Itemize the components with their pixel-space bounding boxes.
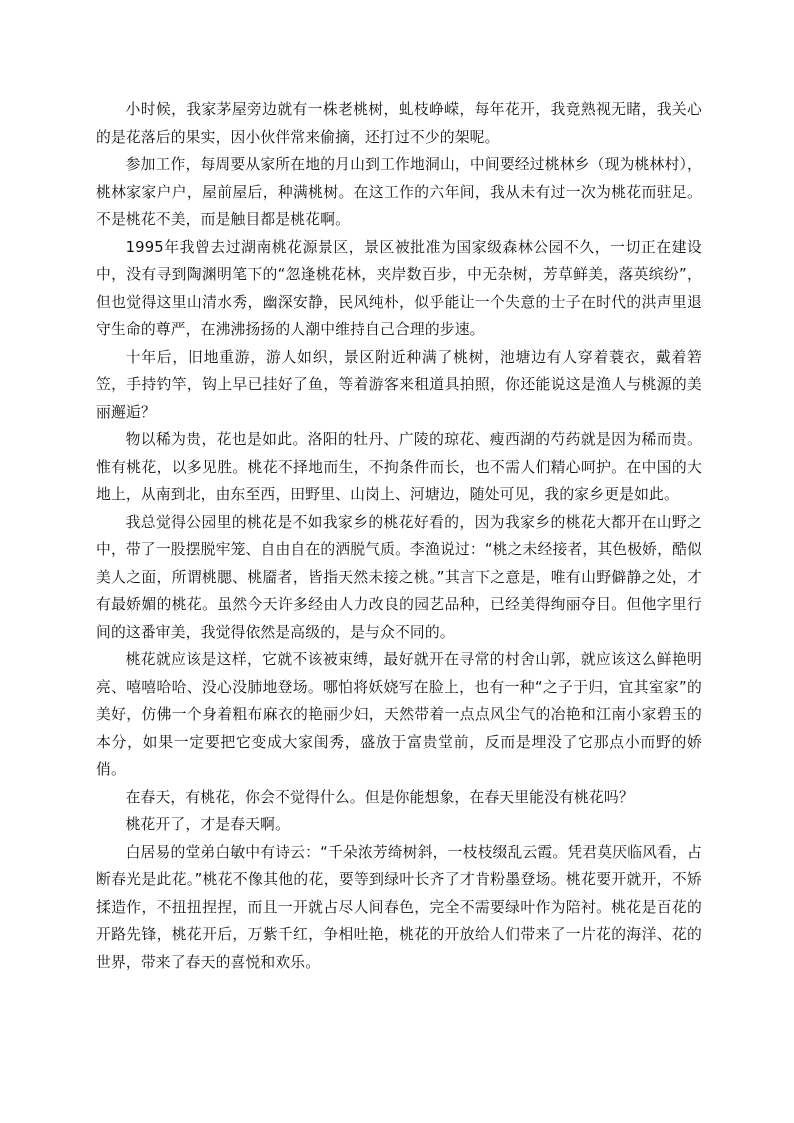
paragraph: 我总觉得公园里的桃花是不如我家乡的桃花好看的，因为我家乡的桃花大都开在山野之中，带了一股摆脱牢笼、自由自在的洒脱气质。李渔说过：“桃之未经接者，其色极娇，酷似美人之面，所谓桃腮、桃靥者，皆指天然未接之桃。”其言下之意是，唯有山野僻静之处，才有最娇媚的桃花。虽然今天许多经由人力改良的园艺品种，已经美得绚丽夺目。但他字里行间的这番审美，我觉得依然是高级的，是与众不同的。 — [96, 513, 702, 641]
paragraph: 参加工作，每周要从家所在地的月山到工作地洞山，中间要经过桃林乡（现为桃林村），桃林家家户户，屋前屋后，种满桃树。在这工作的六年间，我从未有过一次为桃花而驻足。不是桃花不美，而是触目都是桃花啊。 — [96, 156, 702, 228]
paragraph: 小时候，我家茅屋旁边就有一株老桃树，虬枝峥嵘，每年花开，我竟熟视无睹，我关心的是花落后的果实，因小伙伴常来偷摘，还打过不少的架呢。 — [96, 101, 702, 146]
paragraph: 桃花开了，才是春天啊。 — [125, 816, 291, 833]
article-body — [96, 96, 702, 976]
paragraph: 桃花就应该是这样，它就不该被束缚，最好就开在寻常的村舍山郭，就应该这么鲜艳明亮、嘻嘻哈哈、没心没肺地登场。哪怕将妖娆写在脸上，也有一种“之子于归，宜其室家”的美好，仿佛一个身着粗布麻衣的艳丽少妇，天然带着一点点风尘气的冶艳和江南小家碧玉的本分，如果一定要把它变成大家闺秀，盛放于富贵堂前，反而是埋没了它那点小而野的娇俏。 — [96, 651, 702, 778]
paragraph: 白居易的堂弟白敏中有诗云：“千朵浓芳绮树斜，一枝枝缀乱云霞。凭君莫厌临风看，占断春光是此花。”桃花不像其他的花，要等到绿叶长齐了才肯粉墨登场。桃花要开就开，不矫揉造作，不扭扭捏捏，而且一开就占尽人间春色，完全不需要绿叶作为陪衬。桃花是百花的开路先锋，桃花开后，万紫千红，争相吐艳，桃花的开放给人们带来了一片花的海洋、花的世界，带来了春天的喜悦和欢乐。 — [96, 843, 702, 971]
paragraph: 1995年我曾去过湖南桃花源景区，景区被批准为国家级森林公园不久，一切正在建设中，没有寻到陶渊明笔下的“忽逢桃花林，夹岸数百步，中无杂树，芳草鲜美，落英缤纷”，但也觉得这里山清水秀，幽深安静，民风纯朴，似乎能让一个失意的士子在时代的洪声里退守生命的尊严，在沸沸扬扬的人潮中维持自己合理的步速。 — [96, 238, 702, 338]
paragraph: 物以稀为贵，花也是如此。洛阳的牡丹、广陵的琼花、瘦西湖的芍药就是因为稀而贵。惟有桃花，以多见胜。桃花不择地而生，不拘条件而长，也不需人们精心呵护。在中国的大地上，从南到北，由东至西，田野里、山岗上、河塘边，随处可见，我的家乡更是如此。 — [96, 431, 702, 503]
paragraph: 在春天，有桃花，你会不觉得什么。但是你能想象，在春天里能没有桃花吗？ — [125, 788, 634, 806]
paragraph: 十年后，旧地重游，游人如织，景区附近种满了桃树，池塘边有人穿着蓑衣，戴着箬笠，手持钓竿，钩上早已挂好了鱼，等着游客来租道具拍照，你还能说这是渔人与桃源的美丽邂逅？ — [96, 348, 702, 421]
